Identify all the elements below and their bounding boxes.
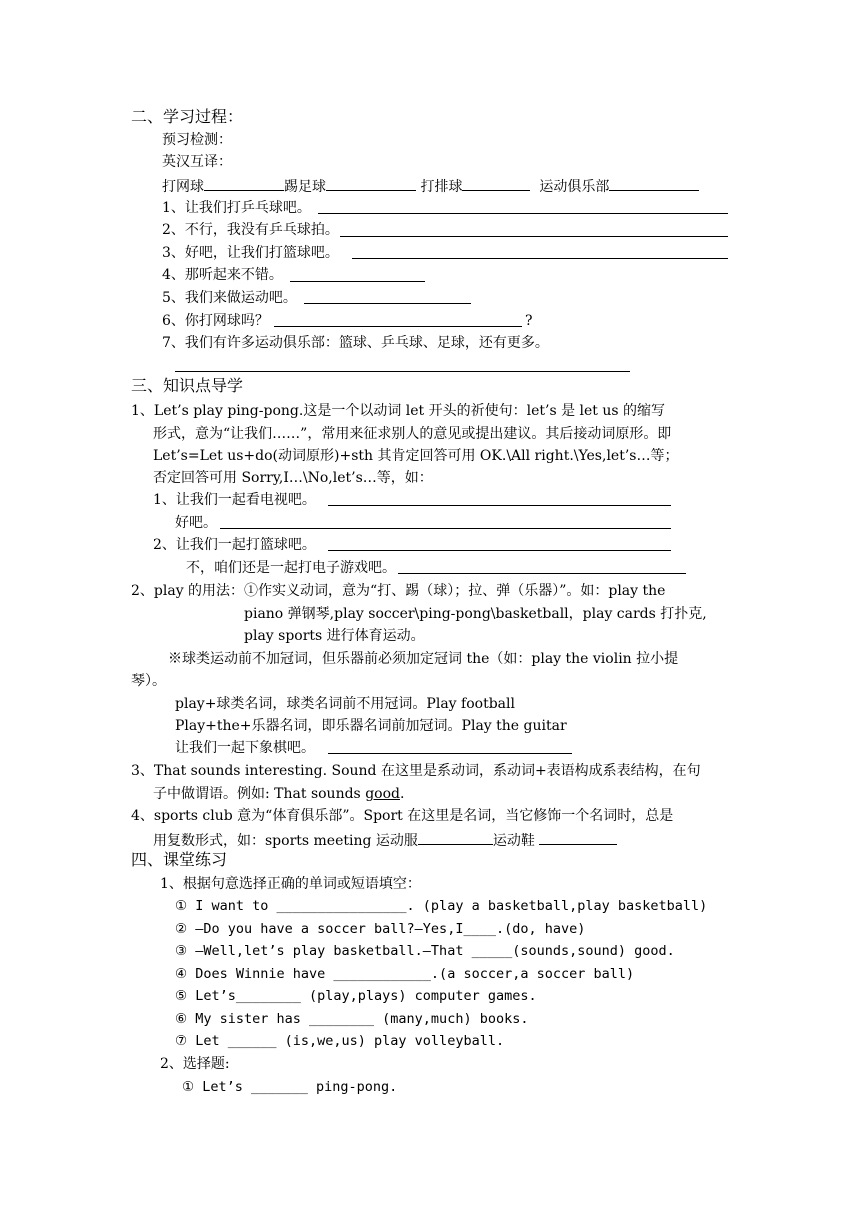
- translate-item-3: [162, 243, 339, 263]
- example-1-reply: 好吧。: [175, 515, 217, 531]
- point-4-line-1: 4、sports club 意为“体育俱乐部”。Sport 在这里是名词，当它修饰一个名词时，总是: [131, 808, 674, 824]
- item-text: 1、让我们打乒乓球吧。: [162, 200, 311, 216]
- answer-line[interactable]: [318, 213, 728, 214]
- rule-instruments: Play+the+乐器名词，即乐器名词前加冠词。Play the guitar: [175, 718, 567, 734]
- exercise-2-q1: ① Let’s _______ ping-pong.: [182, 1079, 398, 1095]
- underlined-word: good: [365, 786, 400, 802]
- point-1-line-1: 1、Let’s play ping-pong.这是一个以动词 let 开头的祈使句：let’s 是 let us 的缩写: [131, 403, 666, 419]
- vocab-3: 打排球: [420, 179, 463, 195]
- translate-item-1: [162, 198, 311, 218]
- point-1-line-2: 形式，意为“让我们……”，常用来征求别人的意见或提出建议。其后接动词原形。即: [153, 426, 672, 442]
- vocab-2: 踢足球: [284, 179, 326, 195]
- point-1-line-4: 否定回答可用 Sorry,I…\No,let’s…等，如：: [153, 470, 433, 486]
- example-2: 2、让我们一起打篮球吧。: [153, 537, 316, 553]
- exercise-1-q1: ① I want to ________________. (play a basketball,play basketball): [175, 898, 708, 914]
- answer-line[interactable]: [290, 281, 425, 282]
- item-text: 6、你打网球吗？: [162, 313, 269, 329]
- period: .: [399, 786, 405, 802]
- chess-exercise: 让我们一起下象棋吧。: [175, 740, 315, 756]
- answer-line[interactable]: [175, 371, 630, 372]
- blank[interactable]: [326, 175, 416, 191]
- blank[interactable]: [609, 175, 699, 191]
- point-2-line-3: play sports 进行体育运动。: [244, 628, 425, 644]
- point-2-line-1: 2、play 的用法：①作实义动词，意为“打、踢（球）；拉、弹（乐器）”。如：play the: [131, 583, 666, 599]
- item-text: 2、不行，我没有乒乓球拍。: [162, 222, 339, 238]
- answer-line[interactable]: [340, 236, 728, 237]
- example-text: 子中做谓语。例如: That sounds: [153, 786, 366, 802]
- answer-line[interactable]: [328, 550, 671, 551]
- exercise-1-q2: ② —Do you have a soccer ball?—Yes,I____.(do, have): [175, 921, 586, 937]
- answer-line[interactable]: [398, 573, 686, 574]
- exercise-1-q7: ⑦ Let ______ (is,we,us) play volleyball.: [175, 1033, 505, 1049]
- exercise-1-q4: ④ Does Winnie have ____________.(a soccer,a soccer ball): [175, 966, 635, 982]
- point-4-line-2: [153, 829, 617, 851]
- vocab-1: 打网球: [162, 179, 204, 195]
- rule-ball-games: play+球类名词，球类名词前不用冠词。Play football: [175, 696, 515, 712]
- exercise-1-q3: ③ —Well,let’s play basketball.—That _____(sounds,sound) good.: [175, 943, 675, 959]
- blank[interactable]: [204, 175, 284, 191]
- exercise-1-q5: ⑤ Let’s________ (play,plays) computer games.: [175, 988, 537, 1004]
- note-line-1: ※球类运动前不加冠词，但乐器前必须加定冠词 the（如：play the violin 拉小提: [168, 651, 679, 667]
- blank[interactable]: [462, 175, 530, 191]
- preview-check-label: 预习检测：: [162, 132, 232, 148]
- vocab-4: 运动俱乐部: [539, 179, 610, 195]
- translate-label: 英汉互译：: [162, 154, 232, 170]
- point-3-line-2: [153, 784, 404, 804]
- exercise-2-title: 2、选择题:: [160, 1056, 230, 1072]
- translate-item-7: [162, 333, 549, 353]
- answer-line[interactable]: [328, 753, 572, 754]
- question-mark: ?: [525, 313, 533, 329]
- answer-line[interactable]: [328, 505, 671, 506]
- exercise-1-q6: ⑥ My sister has ________ (many,much) books.: [175, 1011, 529, 1027]
- item-text: 3、好吧，让我们打篮球吧。: [162, 245, 339, 261]
- answer-line[interactable]: [274, 326, 522, 327]
- answer-line[interactable]: [304, 303, 471, 304]
- blank[interactable]: [539, 829, 617, 845]
- translate-item-4: [162, 265, 283, 285]
- translate-item-2: [162, 220, 339, 240]
- example-text: 用复数形式，如：sports meeting 运动服: [153, 833, 418, 849]
- point-2-line-2: piano 弹钢琴,play soccer\ping-pong\basketball，play cards 打扑克,: [244, 606, 707, 622]
- example-text: 运动鞋: [492, 833, 535, 849]
- section-3-title: 三、知识点导学: [131, 376, 244, 395]
- example-1: 1、让我们一起看电视吧。: [153, 492, 316, 508]
- example-2-reply: 不，咱们还是一起打电子游戏吧。: [186, 560, 396, 576]
- exercise-1-title: 1、根据句意选择正确的单词或短语填空：: [160, 876, 421, 892]
- translate-item-6: [162, 311, 269, 331]
- item-text: 7、我们有许多运动俱乐部：篮球、乒乓球、足球，还有更多。: [162, 335, 549, 351]
- note-line-2: 琴）。: [131, 673, 166, 689]
- vocab-line: [162, 175, 699, 197]
- answer-line[interactable]: [220, 528, 671, 529]
- translate-item-5: [162, 288, 297, 308]
- item-text: 4、那听起来不错。: [162, 267, 283, 283]
- item-text: 5、我们来做运动吧。: [162, 290, 297, 306]
- blank[interactable]: [418, 829, 493, 845]
- answer-line[interactable]: [352, 258, 728, 259]
- section-2-title: 二、学习过程：: [131, 107, 244, 126]
- point-3-line-1: 3、That sounds interesting. Sound 在这里是系动词，系动词+表语构成系表结构，在句: [131, 763, 701, 779]
- section-4-title: 四、课堂练习: [131, 850, 228, 869]
- point-1-line-3: Let’s=Let us+do(动词原形)+sth 其肯定回答可用 OK.\All right.\Yes,let’s…等；: [153, 448, 679, 464]
